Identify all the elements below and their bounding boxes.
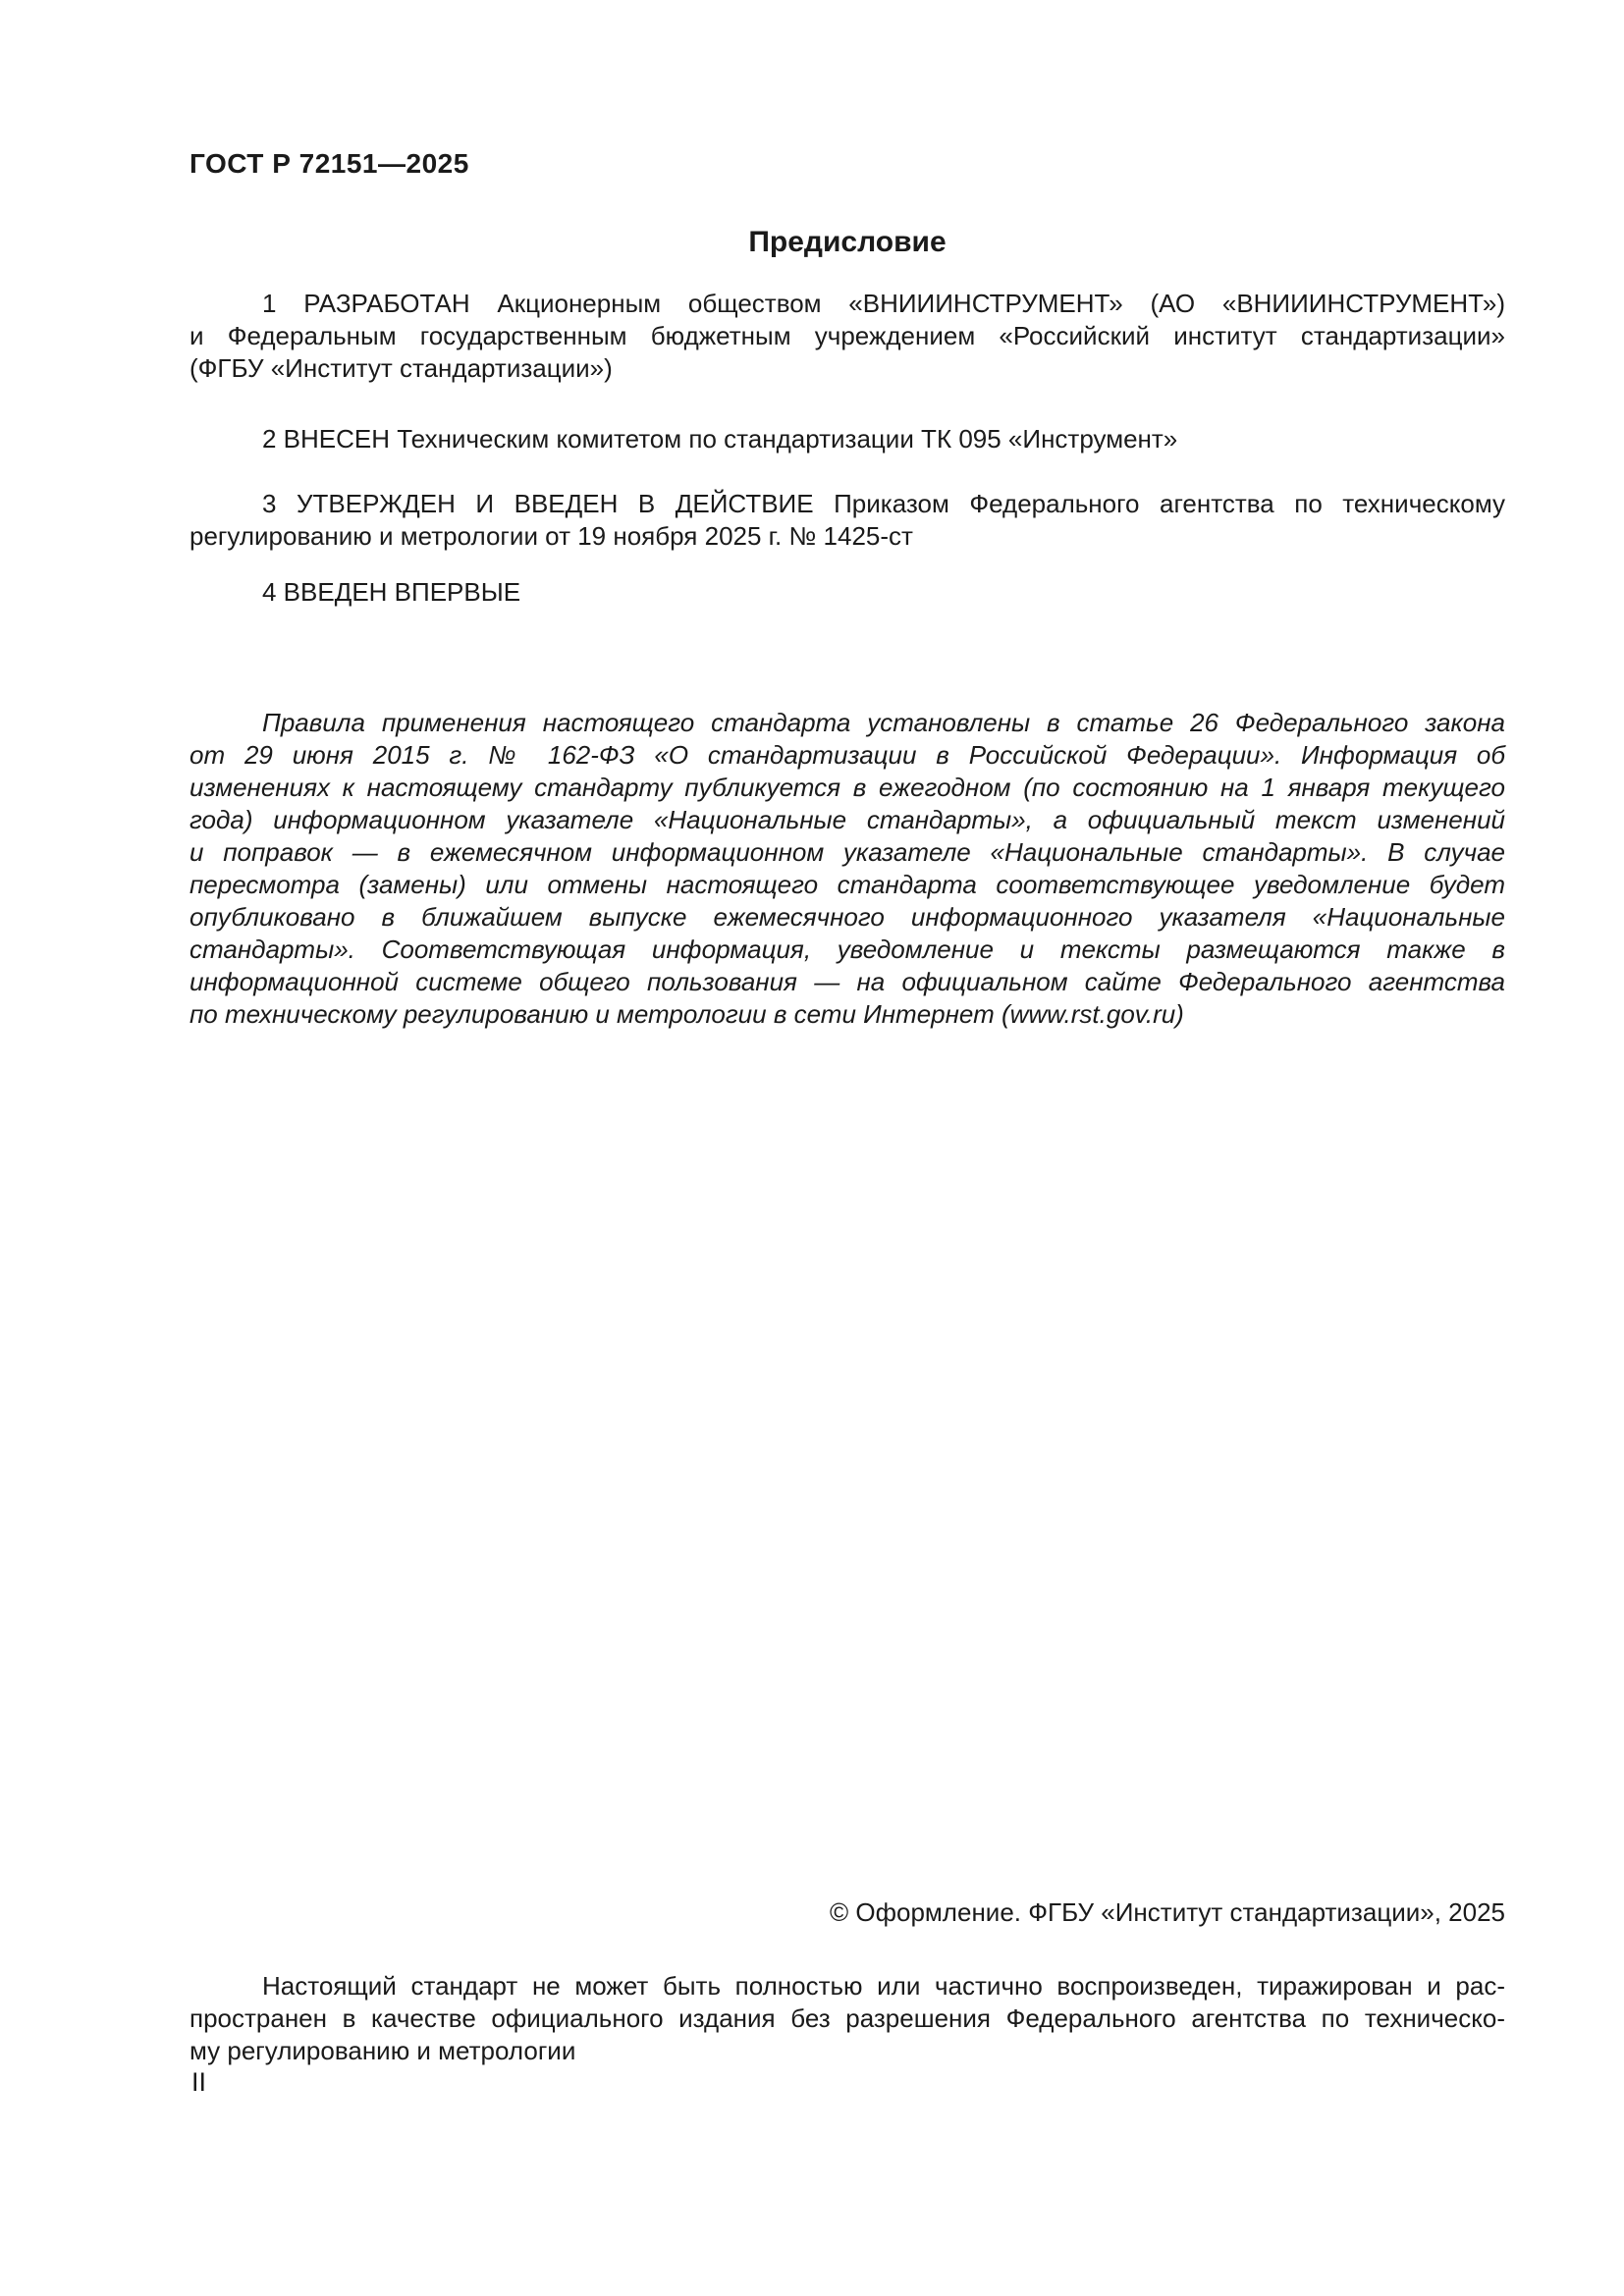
- application-rules-note: [189, 707, 1505, 1031]
- note-line-1: Правила применения настоящего стандарта установлены в статье 26 Федерального закона: [262, 708, 1505, 737]
- clause-4-line-1: 4 ВВЕДЕН ВПЕРВЫЕ: [262, 577, 521, 607]
- note-line-2: от 29 июня 2015 г. № 162-ФЗ «О стандартизации в Российской Федерации». Информация об: [189, 740, 1505, 770]
- doc-code: ГОСТ Р 72151—2025: [189, 148, 469, 179]
- page-number: II: [191, 2067, 207, 2097]
- note-line-7: опубликовано в ближайшем выпуске ежемесячного информационного указателя «Национальные: [189, 902, 1505, 932]
- restriction-line-2: пространен в качестве официального издания без разрешения Федерального агентства по техническо-: [189, 2003, 1505, 2033]
- clause-1-line-3: (ФГБУ «Институт стандартизации»): [189, 353, 613, 383]
- reproduction-restriction: [189, 1970, 1505, 2067]
- clause-1-line-1: 1 РАЗРАБОТАН Акционерным обществом «ВНИИИНСТРУМЕНТ» (АО «ВНИИИНСТРУМЕНТ»): [262, 289, 1505, 318]
- clause-2-line-1: 2 ВНЕСЕН Техническим комитетом по стандартизации ТК 095 «Инструмент»: [262, 424, 1178, 454]
- clause-4-introduced: [189, 576, 1505, 609]
- note-line-4: года) информационном указателе «Национальные стандарты», а официальный текст изменений: [189, 805, 1505, 834]
- note-line-10: по техническому регулированию и метрологии в сети Интернет (www.rst.gov.ru): [189, 999, 1184, 1029]
- clause-3-line-2: регулированию и метрологии от 19 ноября 2025 г. № 1425-ст: [189, 521, 913, 551]
- clause-2-submitted: [189, 423, 1505, 455]
- clause-1-line-2: и Федеральным государственным бюджетным учреждением «Российский институт стандартизации»: [189, 321, 1505, 350]
- preface-title: Предисловие: [748, 226, 947, 258]
- note-line-9: информационной системе общего пользования — на официальном сайте Федерального агентства: [189, 967, 1505, 996]
- clause-3-line-1: 3 УТВЕРЖДЕН И ВВЕДЕН В ДЕЙСТВИЕ Приказом Федерального агентства по техническому: [262, 489, 1505, 518]
- restriction-line-1: Настоящий стандарт не может быть полностью или частично воспроизведен, тиражирован и рас-: [262, 1971, 1505, 2001]
- restriction-line-3: му регулированию и метрологии: [189, 2036, 576, 2065]
- clause-1-developed: [189, 288, 1505, 385]
- note-line-8: стандарты». Соответствующая информация, уведомление и тексты размещаются также в: [189, 934, 1505, 964]
- note-line-5: и поправок — в ежемесячном информационном указателе «Национальные стандарты». В случае: [189, 837, 1505, 867]
- note-line-6: пересмотра (замены) или отмены настоящего стандарта соответствующее уведомление будет: [189, 870, 1505, 899]
- note-line-3: изменениях к настоящему стандарту публикуется в ежегодном (по состоянию на 1 января текущего: [189, 773, 1505, 802]
- clause-3-approved: [189, 488, 1505, 553]
- copyright-line: © Оформление. ФГБУ «Институт стандартизации», 2025: [830, 1897, 1505, 1927]
